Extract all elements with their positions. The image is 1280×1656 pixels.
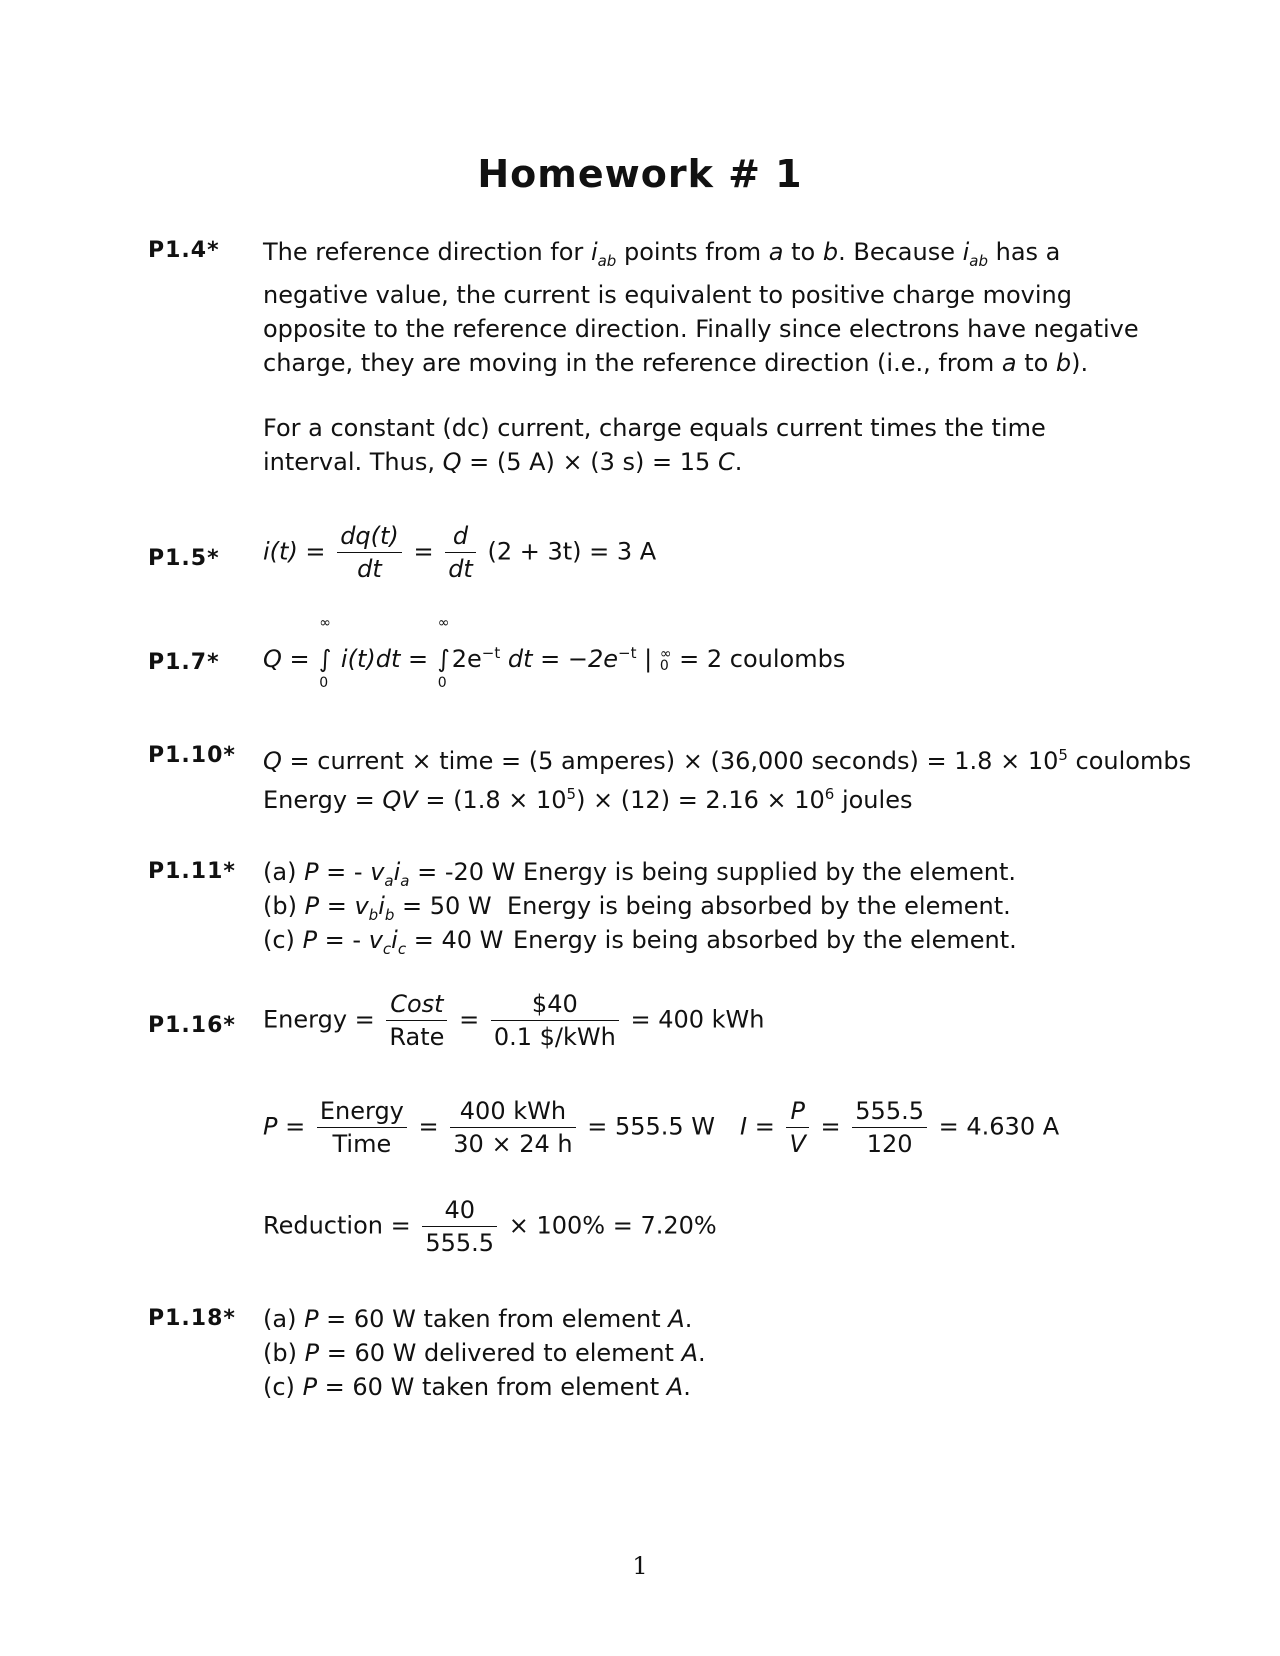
p1-11-part-a-note: Energy is being supplied by the element. — [523, 858, 1017, 886]
p1-18-part-a: (a) P = 60 W taken from element A. — [263, 1305, 693, 1333]
page-number: 1 — [632, 1552, 648, 1580]
problem-label-p1-7: P1.7* — [148, 650, 220, 675]
problem-label-p1-16: P1.16* — [148, 1013, 236, 1038]
p1-11-part-b: (b) $P = v_bi_b = 50$ W — [263, 892, 492, 924]
equation-p1-10-line-1: Q = current × time = (5 amperes) × (36,000 seconds) = $1.8 \times 10^5$ coulombs — [263, 746, 1192, 775]
equation-p1-16-current: I = $\frac{P}{V}$ = $\frac{555.5}{120}$ = 4.630 A — [740, 1097, 1060, 1158]
problem-label-p1-18: P1.18* — [148, 1306, 236, 1331]
equation-p1-16-energy: Energy = $\frac{\text{Cost}}{\text{Rate}}$ = $\frac{\$40}{\text{0.1 \$/kWh}}$ = 400 kWh — [263, 990, 765, 1051]
p1-11-part-c-note: Energy is being absorbed by the element. — [513, 926, 1017, 954]
problem-label-p1-5: P1.5* — [148, 546, 220, 571]
equation-p1-5: i(t) = $\frac{dq(t)}{dt}$ = $\frac{d}{dt}$ (2 + 3t) = 3 A — [263, 522, 657, 583]
p1-11-part-b-note: Energy is being absorbed by the element. — [507, 892, 1011, 920]
equation-p1-10-line-2: Energy = QV = $(1.8 \times 10^5) \times (12) = 2.16 \times 10^6$ joules — [263, 785, 913, 814]
p1-18-part-b: (b) P = 60 W delivered to element A. — [263, 1339, 706, 1367]
p1-18-part-c: (c) P = 60 W taken from element A. — [263, 1373, 691, 1401]
equation-p1-7: Q = ∞ ∫ 0 i(t)dt = ∞ ∫ 0 $2e^{-t}$ dt = $-2e^{-t}$ | ∞ 0 = 2 coulombs — [263, 615, 846, 691]
equation-p1-16-reduction: Reduction = $\frac{40}{555.5}$ × 100% = 7.20% — [263, 1196, 717, 1257]
problem-p1-4-paragraph-1: The reference direction for $i_{ab}$ points from a to b. Because $i_{ab}$ has a negative value, the current is equivalent to positive charge moving opposite to the reference direction. Finally since electrons have negative charge, they are moving in the reference direction (i.e., from a to b). — [263, 238, 1139, 377]
p1-11-part-c: (c) P = - $v_ci_c = 40$ W — [263, 926, 504, 958]
problem-label-p1-11: P1.11* — [148, 859, 236, 884]
equation-p1-16-power: P = $\frac{\text{Energy}}{\text{Time}}$ = $\frac{\text{400 kWh}}{30 \times 24 h}$ = 555.5 W — [263, 1097, 716, 1158]
problem-label-p1-10: P1.10* — [148, 743, 236, 768]
problem-p1-4-paragraph-2: For a constant (dc) current, charge equals current times the time interval. Thus, Q = (5 A) × (3 s) = 15 C. — [263, 414, 1046, 476]
problem-label-p1-4: P1.4* — [148, 238, 220, 263]
page-title: Homework # 1 — [477, 152, 803, 196]
p1-11-part-a: (a) P = - $v_ai_a = -20$ W — [263, 858, 516, 890]
